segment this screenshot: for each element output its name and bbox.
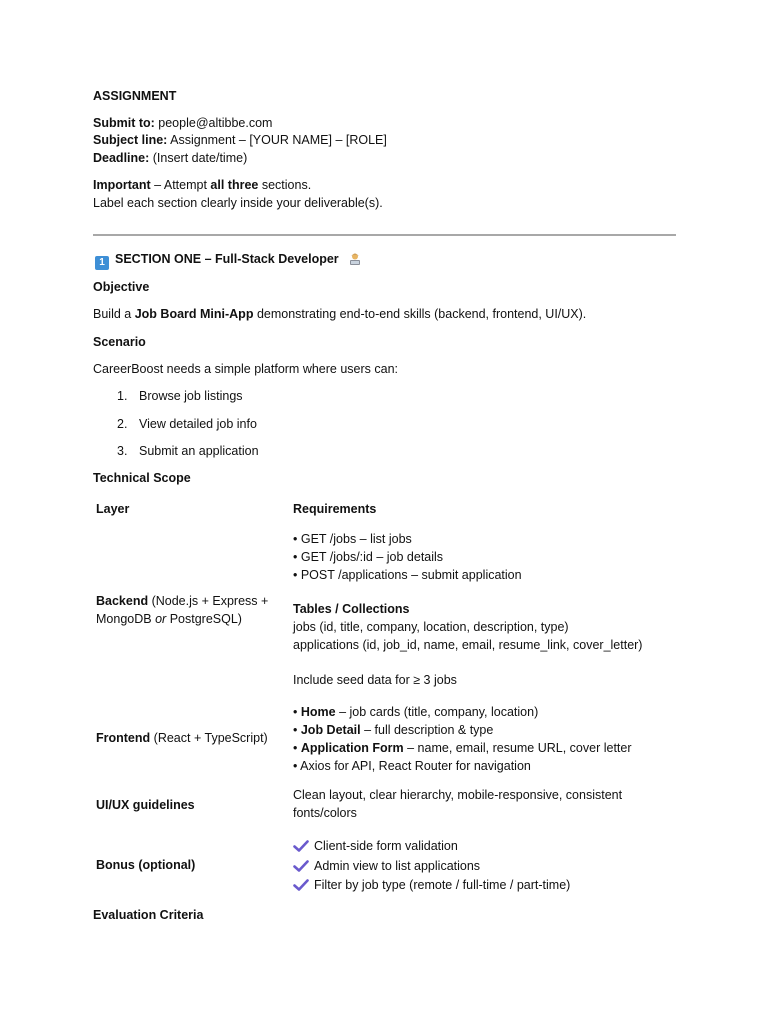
- scenario-heading: Scenario: [93, 335, 146, 349]
- tables-collections: Tables / Collections jobs (id, title, company, location, description, type) applications (id, job_id, name, email, resume_link, cover_letter): [293, 602, 643, 652]
- keycap-one-icon: 1: [95, 256, 109, 270]
- bonus-item: Filter by job type (remote / full-time / part-time): [293, 876, 570, 896]
- submit-line: [93, 114, 272, 132]
- table-header-requirements: Requirements: [293, 502, 377, 516]
- subject-label: Subject line:: [93, 133, 168, 147]
- table-row-bonus-requirements: [293, 837, 570, 896]
- frontend-item: • Home – job cards (title, company, location): [293, 705, 539, 719]
- endpoint-item: • GET /jobs/:id – job details: [293, 550, 444, 564]
- seed-data-note: Include seed data for ≥ 3 jobs: [293, 673, 457, 687]
- check-mark-icon: [293, 859, 309, 871]
- table-row-frontend-requirements: [293, 703, 632, 775]
- endpoint-item: • GET /jobs – list jobs: [293, 532, 412, 546]
- objective-heading: Objective: [93, 280, 150, 294]
- check-mark-icon: [293, 878, 309, 890]
- important-line: Important – Attempt all three sections.: [93, 178, 312, 192]
- bonus-item: Client-side form validation: [293, 837, 570, 857]
- table-row-bonus-layer: Bonus (optional): [96, 858, 196, 872]
- frontend-item: • Axios for API, React Router for navigation: [293, 759, 531, 773]
- scenario-text: CareerBoost needs a simple platform where users can:: [93, 362, 399, 376]
- frontend-item: • Application Form – name, email, resume URL, cover letter: [293, 741, 632, 755]
- table-row-uiux-requirements: Clean layout, clear hierarchy, mobile-responsive, consistent fonts/colors: [293, 788, 623, 820]
- list-item: 2. View detailed job info: [117, 417, 257, 431]
- evaluation-criteria-heading: Evaluation Criteria: [93, 908, 204, 922]
- section-divider: [93, 234, 676, 236]
- label-instruction: Label each section clearly inside your deliverable(s).: [93, 196, 383, 210]
- frontend-item: • Job Detail – full description & type: [293, 723, 494, 737]
- subject-line: [93, 131, 387, 149]
- table-header-layer: Layer: [96, 502, 130, 516]
- table-row-uiux-layer: UI/UX guidelines: [96, 798, 195, 812]
- deadline-line: [93, 149, 247, 167]
- table-row-frontend-layer: Frontend (React + TypeScript): [96, 731, 268, 745]
- deadline-value: (Insert date/time): [152, 151, 248, 165]
- bonus-item: Admin view to list applications: [293, 857, 570, 877]
- endpoint-item: • POST /applications – submit application: [293, 568, 522, 582]
- list-item: 1. Browse job listings: [117, 389, 243, 403]
- technical-scope-heading: Technical Scope: [93, 471, 191, 485]
- table-row-backend-layer: Backend (Node.js + Express + MongoDB or PostgreSQL): [96, 594, 269, 626]
- objective-text: Build a Job Board Mini-App demonstrating end-to-end skills (backend, frontend, UI/UX).: [93, 307, 587, 321]
- list-item: 3. Submit an application: [117, 444, 259, 458]
- deadline-label: Deadline:: [93, 151, 150, 165]
- assignment-title: ASSIGNMENT: [93, 89, 177, 103]
- table-row-backend-requirements: [293, 530, 522, 584]
- check-mark-icon: [293, 839, 309, 851]
- section-title: 1 SECTION ONE – Full-Stack Developer: [95, 250, 362, 270]
- submit-label: Submit to:: [93, 116, 155, 130]
- subject-value: Assignment – [YOUR NAME] – [ROLE]: [170, 133, 387, 147]
- technologist-icon: [348, 252, 362, 266]
- submit-email: people@altibbe.com: [158, 116, 273, 130]
